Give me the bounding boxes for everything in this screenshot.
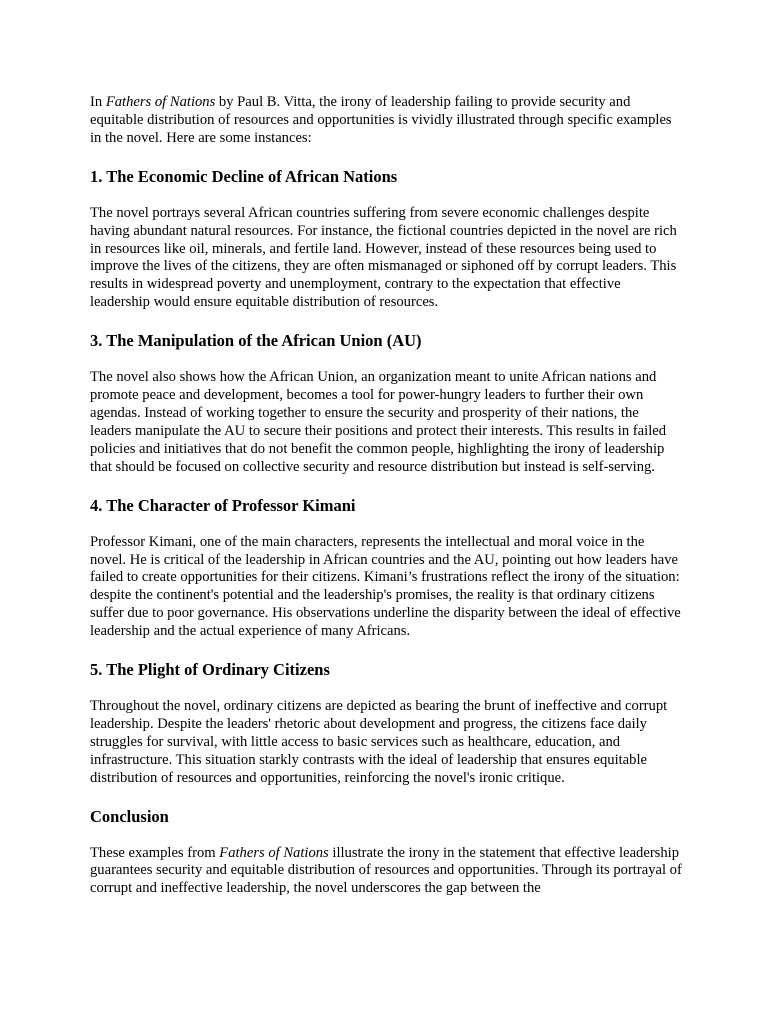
- section-heading-ordinary-citizens: 5. The Plight of Ordinary Citizens: [90, 660, 330, 680]
- intro-suffix: by Paul B. Vitta, the irony of leadership failing to provide security and equitable distribution of resources and opportunities is vividly illustrated through specific examples in the novel. Here are some instances:: [90, 94, 672, 146]
- section-body-economic-decline: The novel portrays several African countries suffering from severe economic challenges despite having abundant natural resources. For instance, the fictional countries depicted in the novel are rich in resources like oil, minerals, and fertile land. However, instead of these resources being used to improve the lives of the citizens, they are often mismanaged or siphoned off by corrupt leaders. This results in widespread poverty and unemployment, contrary to the expectation that effective leadership would ensure equitable distribution of resources.: [90, 204, 677, 311]
- section-body-professor-kimani: Professor Kimani, one of the main characters, represents the intellectual and moral voice in the novel. He is critical of the leadership in African countries and the AU, pointing out how leaders have failed to create opportunities for their citizens. Kimani’s frustrations reflect the irony of the situation: despite the continent's potential and the leadership's promises, the reality is that ordinary citizens suffer due to poor governance. His observations underline the disparity between the ideal of effective leadership and the actual experience of many Africans.: [90, 533, 681, 640]
- conclusion-book-title: Fathers of Nations: [219, 844, 329, 861]
- intro-book-title: Fathers of Nations: [105, 94, 216, 110]
- section-body-ordinary-citizens: Throughout the novel, ordinary citizens are depicted as bearing the brunt of ineffective and corrupt leadership. Despite the leaders' rhetoric about development and progress, the citizens face daily struggles for survival, with little access to basic services such as healthcare, education, and infrastructure. This situation starkly contrasts with the ideal of leadership that ensures equitable distribution of resources and opportunities, reinforcing the novel's ironic critique.: [90, 698, 668, 786]
- conclusion-prefix: These examples from: [90, 844, 220, 861]
- conclusion-suffix: illustrate the irony in the statement that effective leadership guarantees security and equitable distribution of resources and opportunities. Through its portrayal of corrupt and ineffective leadership, the novel underscores the gap between the: [90, 844, 682, 897]
- document-page: [90, 94, 682, 898]
- intro-prefix: In: [90, 94, 106, 110]
- section-heading-au-manipulation: 3. The Manipulation of the African Union (AU): [90, 331, 422, 351]
- section-body-au-manipulation: The novel also shows how the African Union, an organization meant to unite African nations and promote peace and development, becomes a tool for power-hungry leaders to further their own agendas. Instead of working together to ensure the security and prosperity of their nations, the leaders manipulate the AU to secure their positions and protect their interests. This results in failed policies and initiatives that do not benefit the common people, highlighting the irony of leadership that should be focused on collective security and resource distribution but instead is self-serving.: [90, 369, 667, 475]
- section-heading-professor-kimani: 4. The Character of Professor Kimani: [90, 495, 356, 515]
- intro-paragraph: [90, 94, 682, 148]
- conclusion-paragraph: [90, 845, 682, 899]
- conclusion-heading: Conclusion: [90, 806, 169, 826]
- section-heading-economic-decline: 1. The Economic Decline of African Nations: [90, 166, 398, 186]
